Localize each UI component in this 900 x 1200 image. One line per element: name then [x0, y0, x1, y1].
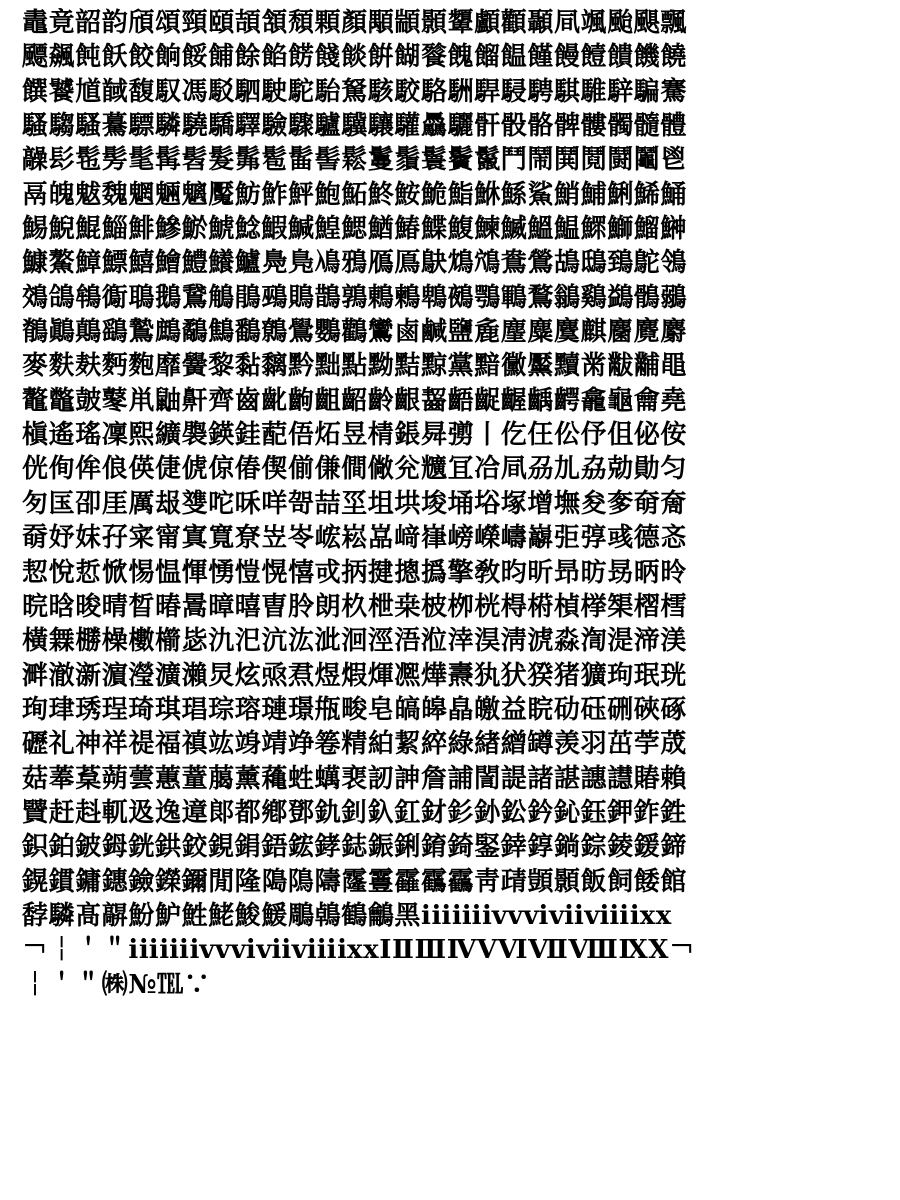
glyph-row-25: 鉙鉑鈹鉧銧鉷鉸鋧鋗鋙鋐﨧鋕鋠鋓錥錡鋻﨨錞鋿錝錂鍰鍗: [22, 832, 688, 863]
glyph-row-3: 饌饕馗馘馥馭馮駁駟駛駝駘駑駭駮駱駲駻駸騁騏騅騂騙騫: [22, 76, 688, 107]
glyph-row-26: 鎤鏆鏞鏸鐱鑅鑈閒隆﨩隝隯霳霻靃靍靏靑靕顗顥飯飼餧館: [22, 866, 688, 897]
glyph-row-8: 鱇鰲鱆鰾鱚鱠鱧鱶鱸鳧鳬鳰鴉鴈鳫鴃鴆鴪鴦鶯鴣鴟鵄鴕鴒: [22, 248, 688, 279]
character-sample-page: [22, 6, 882, 1002]
glyph-row-28: ￢￤＇＂ⅰⅱⅲⅳⅴⅵⅶⅷⅸⅹⅠⅡⅢⅣⅤⅥⅦⅧⅨⅩ￢: [22, 935, 696, 966]
glyph-row-14: 侊侚侔俍偀倢俿倞偆偰偂傔僴僘兊兤冝冾凬刕劜劦勀勛匀: [22, 454, 688, 485]
glyph-row-10: 鶺鷆鷏鷂鷙鷓鷸鷦鷭鷯鷽鸚鸛鸞鹵鹹鹽麁麈麋麌麒麕麑麝: [22, 317, 688, 348]
glyph-row-21: 珣珒琇珵琦琪琩琮瑢璉璟甁畯皂皜皞皛皦益睆劯砡硎硤硺: [22, 694, 688, 725]
glyph-row-1: 鼃竟韶韵頎頌頸頤頡頷頹顆顏顒顓顥顰顱顴顳凬颯颱颶飄: [22, 8, 688, 38]
glyph-row-16: 奣妤妺孖寀甯寘寬尞岦岺峵崧嵓﨑嵂嵭嶸嶹巐弡弴彧德忞: [22, 523, 688, 554]
glyph-row-9: 鵁鴿鴾鵆鵈鵝鵞鵤鵑鵐鵙鵲鶉鶇鶫鵯鵺鶚鶤鶩鶲鷄鷁鶻鶸: [22, 282, 688, 313]
glyph-row-18: 晥晗晙晴晳暙暠暲暿曺朎朗杦枻桒柀栁桄棏﨓楨﨔榘槢樰: [22, 591, 688, 622]
glyph-row-22: 礰礼神祥禔福禛竑竧靖竫箞精絈絜綷綠緖繒罇羡羽茁荢荿: [22, 729, 688, 760]
glyph-row-24: 贒赶﨣軏﨤逸遧郞都鄕鄧釚釗釞釭釮釤釥鈆鈐鈊鈺鉀鈼鉎: [22, 797, 688, 828]
glyph-row-5: 髞髟髢髣髦髯髫髮髴髱髷髻鬆鬘鬚鬟鬢鬣鬥鬧鬨鬩鬪鬮鬯: [22, 145, 688, 176]
glyph-row-12: 鼇鼈皷鼕鼡鼬鼾齊齒齔齣齟齠齡齦齧齬齪齷齲齶龕龜龠堯: [22, 385, 688, 416]
glyph-row-23: 菇菶葈蒴蕓蕙蕫﨟薰蘒﨡蠇裵訒訷詹誧誾諟諸諶譓譿賰賴: [22, 763, 688, 794]
glyph-row-19: 橫橆橳橾櫢櫤毖氿汜沆汯泚洄涇浯涖涬淏淸淲淼渹湜渧渼: [22, 626, 688, 657]
glyph-row-2: 飃飆飩飫餃餉餒餔餘餡餝餞餤餠餬餮餽餾饂饉饅饐饋饑饒: [22, 42, 688, 73]
glyph-row-11: 麥麩麸麪麭靡黌黎黏黐黔黜點黝黠黥黨黯黴黶黷黹黻黼黽: [22, 351, 688, 382]
glyph-row-29: ￤＇＂㈱№℡∵: [22, 969, 211, 1000]
glyph-row-6: 鬲魄魃魏魍魎魑魘魴鮓鮃鮑鮖鮗鮟鮠鮨鮴鯀鯊鮹鯆鯏鯑鯒: [22, 179, 688, 210]
glyph-row-15: 匇匤卲厓厲叝﨎咜咊咩哿喆坙坥垬埈埇﨏塚增墲夋奓奛奝: [22, 488, 688, 519]
glyph-row-13: 槇遙瑤凜熙纊褜鍈銈蓜俉炻昱棈鋹曻彅丨仡仼伀伃伹佖侒: [22, 420, 688, 451]
glyph-row-17: 恝悅悊惞惕愠惲愑愷愰憘戓抦揵摠撝擎敎昀昕昻昉昮昞昤: [22, 557, 688, 588]
glyph-row-27: 馞驎髙髜魵魲鮏鮱鮻鰀鵰鵫鶴鸙黑ⅰⅱⅲⅳⅴⅵⅶⅷⅸⅹ: [22, 900, 672, 931]
glyph-row-20: 溿澈澵濵瀅瀇瀨炅炫焏焄煜煆煇凞燁燾犱犾猤猪獷玽珉珖: [22, 660, 688, 691]
glyph-row-4: 騷騶騷驀驃驎驍驕驛驗驟驢驥驤驩驫驪骭骰骼髀髏髑髓體: [22, 111, 688, 142]
glyph-row-7: 鯣鯢鯤鯔鯡鰺鯲鯱鯰鰕鰔鰉鰓鰌鰆鰈鰒鰊鰄鰮鰛鰥鰤鰡鰰: [22, 214, 688, 245]
